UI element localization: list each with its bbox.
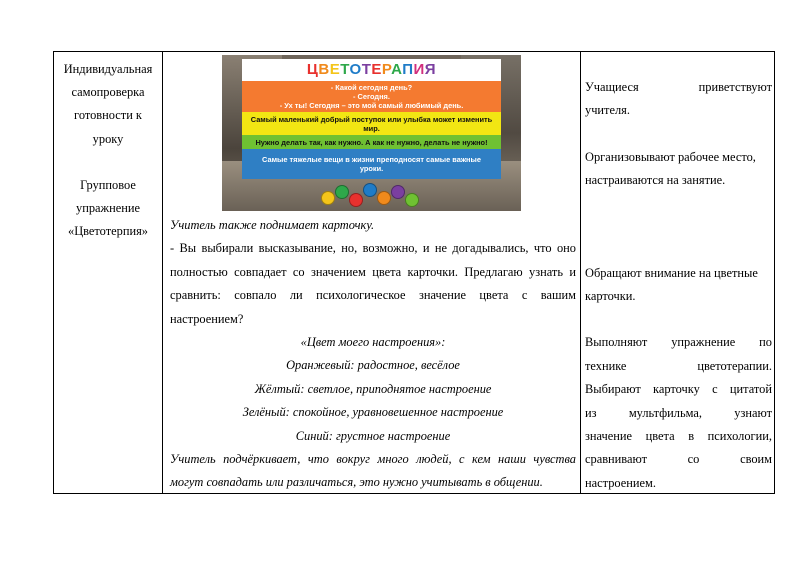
mood-item: Жёлтый: светлое, приподнятое настроение xyxy=(254,381,492,396)
poster-title-letter: Е xyxy=(371,61,382,78)
poster-title-letter: Я xyxy=(424,61,437,78)
poster-card xyxy=(242,59,501,179)
student-text: из мультфильма, узнают xyxy=(585,405,772,420)
poster-title-letter: Ц xyxy=(306,61,319,78)
column-divider xyxy=(162,52,163,493)
student-text: Обращают внимание на цветные xyxy=(585,265,758,280)
stage-text: Индивидуальная xyxy=(63,62,153,76)
student-text: карточки. xyxy=(585,289,636,304)
poster-band-yellow: Самый маленький добрый поступок или улыбка может изменить мир. xyxy=(242,112,501,135)
mood-heading: «Цвет моего настроения»: xyxy=(300,335,446,350)
student-text: сравнивают со своим xyxy=(585,452,772,467)
poster-title-letter: О xyxy=(349,61,362,78)
student-text: Выбирают карточку с цитатой xyxy=(585,382,772,397)
student-text: настраиваются на занятие. xyxy=(585,173,726,188)
poster-title-letter: Р xyxy=(381,61,392,78)
stage-text: «Цветотерпия» xyxy=(68,224,148,239)
poster-title-letter: Е xyxy=(329,61,341,78)
student-text: Выполняют упражнение по xyxy=(585,335,772,350)
poster-band-blue: Самые тяжелые вещи в жизни преподносят самые важные уроки. xyxy=(242,149,501,179)
column-divider xyxy=(580,52,581,493)
color-therapy-poster xyxy=(222,55,521,211)
poster-title-letter: П xyxy=(402,61,414,78)
mood-item: Оранжевый: радостное, весёлое xyxy=(286,358,460,373)
poster-band-orange: - Какой сегодня день? - Сегодня. - Ух ты! Сегодня – это мой самый любимый день. xyxy=(242,81,501,112)
mood-item: Зелёный: спокойное, уравновешенное настроение xyxy=(242,405,504,420)
stage-text: самопроверка xyxy=(71,85,145,100)
painted-hands-illustration xyxy=(317,181,427,211)
poster-title-letter: Т xyxy=(340,61,350,78)
paragraph: могут совпадать или различаться, это нужно учитывать в общении. xyxy=(170,475,543,490)
stage-column xyxy=(54,58,162,243)
poster-band-green: Нужно делать так, как нужно. А как не нужно, делать не нужно! xyxy=(242,135,501,149)
paragraph: Учитель также поднимает карточку. xyxy=(170,218,375,232)
poster-title-letter: А xyxy=(391,61,403,78)
poster-title-letter: В xyxy=(318,61,330,78)
teacher-text xyxy=(170,214,576,495)
paragraph: полностью совпадает со значением цвета карточки. Предлагаю узнать и xyxy=(170,264,576,279)
stage-text: уроку xyxy=(92,131,124,146)
student-text: Организовывают рабочее место, xyxy=(585,149,756,164)
paragraph: настроением? xyxy=(170,311,244,326)
stage-text: Групповое xyxy=(80,177,136,192)
poster-title-letter: Т xyxy=(361,61,372,78)
student-column xyxy=(585,76,772,495)
student-text: технике цветотерапии. xyxy=(585,358,772,373)
paragraph: сравнить: совпало ли психологическое значение цвета с вашим xyxy=(170,288,576,303)
student-text: учителя. xyxy=(585,103,630,118)
mood-item: Синий: грустное настроение xyxy=(295,428,451,443)
poster-title-letter: И xyxy=(413,61,425,78)
paragraph: - Вы выбирали высказывание, но, возможно, и не догадывались, что оно xyxy=(170,241,576,256)
student-text: настроением. xyxy=(585,475,656,490)
student-text: значение цвета в психологии, xyxy=(585,429,772,444)
poster-title xyxy=(242,59,501,81)
stage-text: упражнение xyxy=(76,201,140,216)
student-text: Учащиеся приветствуют xyxy=(585,80,772,94)
paragraph: Учитель подчёркивает, что вокруг много людей, с кем наши чувства xyxy=(170,452,576,467)
lesson-table xyxy=(53,51,775,494)
stage-text: готовности к xyxy=(74,108,142,123)
